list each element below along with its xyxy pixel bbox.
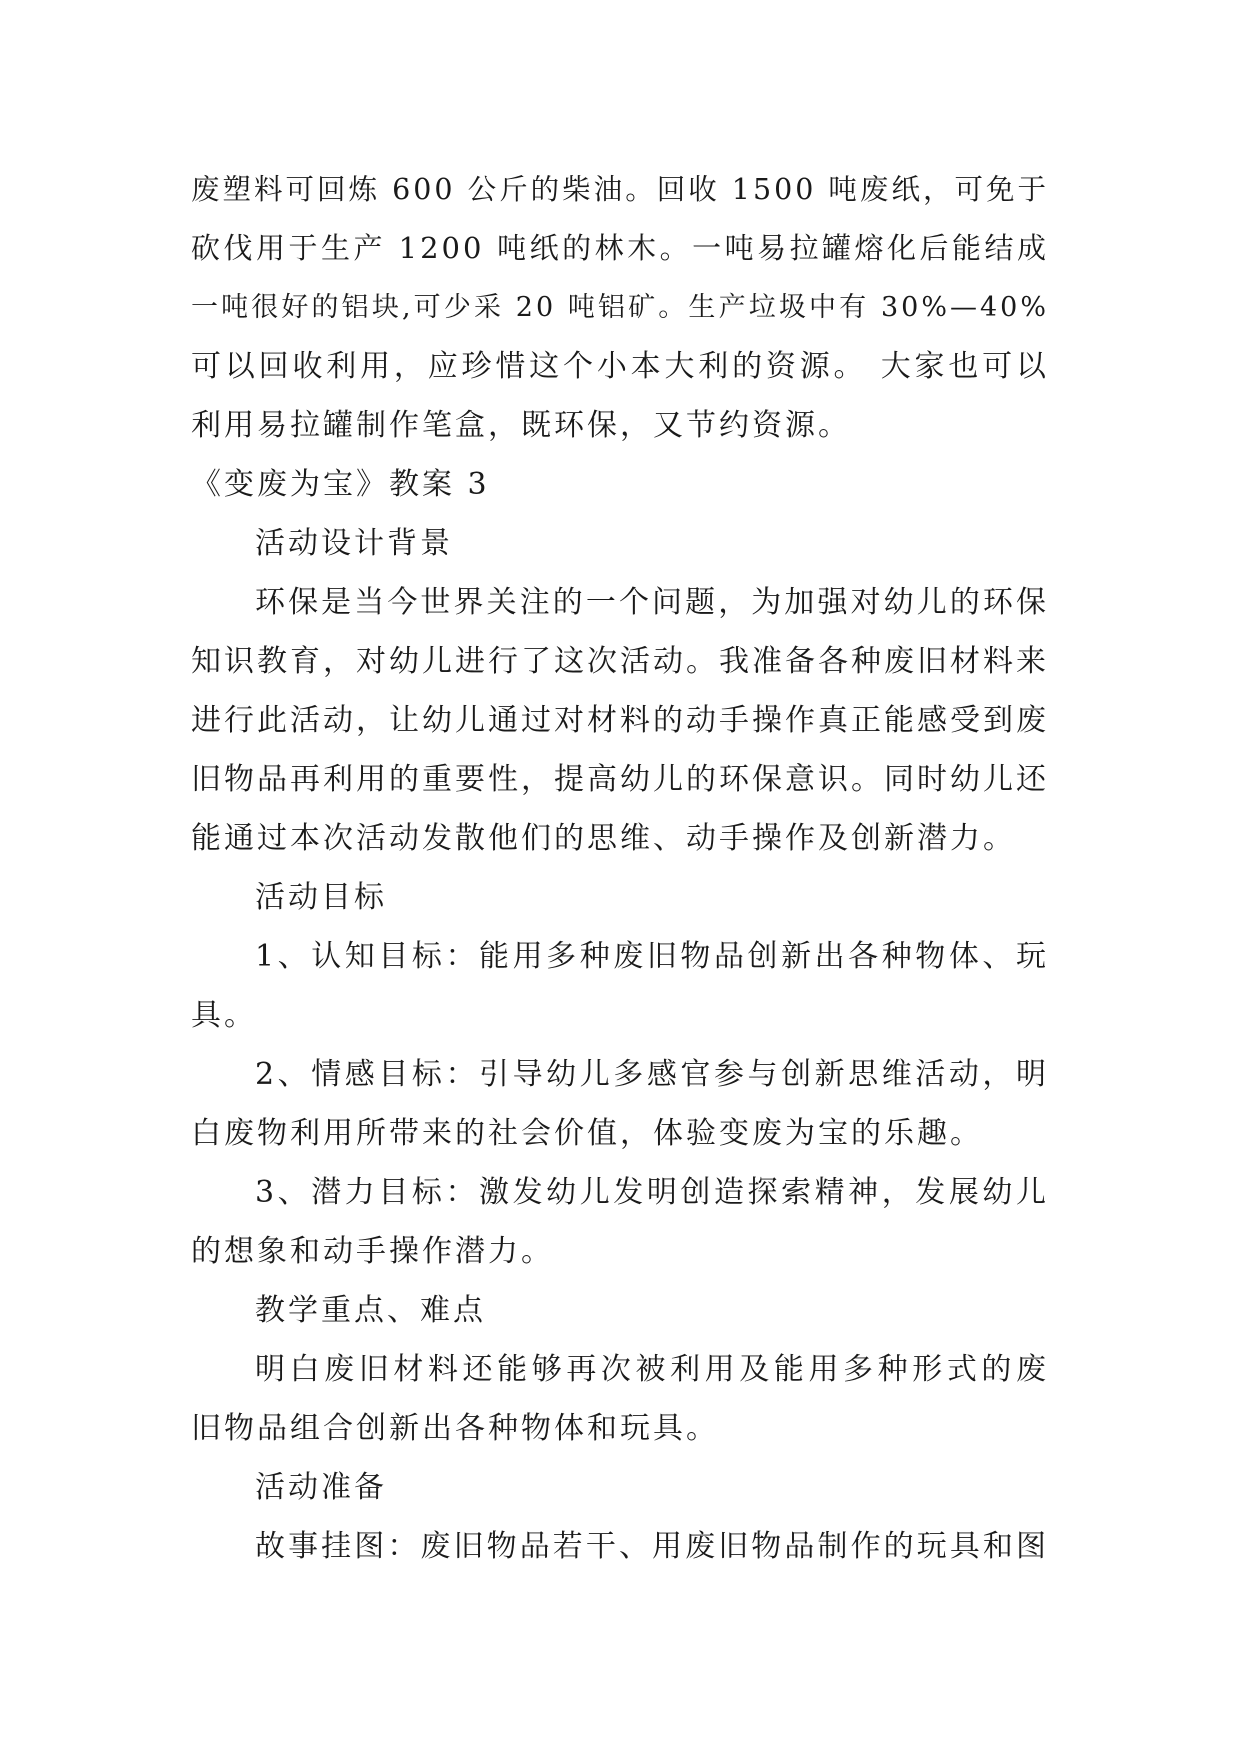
section-heading: 活动准备 [255,1470,387,1505]
text-line: 知识教育，对幼儿进行了这次活动。我准备各种废旧材料来 [191,644,1049,679]
text-line: 环保是当今世界关注的一个问题，为加强对幼儿的环保 [255,585,1049,620]
section-heading: 活动目标 [255,880,387,915]
text-line: 1、认知目标：能用多种废旧物品创新出各种物体、玩 [255,939,1049,974]
text-line: 明白废旧材料还能够再次被利用及能用多种形式的废 [255,1352,1049,1387]
text-line: 能通过本次活动发散他们的思维、动手操作及创新潜力。 [191,821,1016,856]
text-line: 具。 [191,998,257,1033]
text-line: 白废物利用所带来的社会价值，体验变废为宝的乐趣。 [191,1116,983,1151]
section-heading: 活动设计背景 [255,526,453,561]
section-title: 《变废为宝》教案 3 [191,467,490,502]
text-line: 一吨很好的铝块,可少采 20 吨铝矿。生产垃圾中有 30%—40% [191,292,1049,323]
text-line: 利用易拉罐制作笔盒，既环保，又节约资源。 [191,408,851,443]
text-line: 2、情感目标：引导幼儿多感官参与创新思维活动，明 [255,1057,1049,1092]
section-heading: 教学重点、难点 [255,1293,486,1328]
text-line: 进行此活动，让幼儿通过对材料的动手操作真正能感受到废 [191,703,1049,738]
document-body [191,160,1049,1576]
text-line: 的想象和动手操作潜力。 [191,1234,554,1269]
text-line: 故事挂图：废旧物品若干、用废旧物品制作的玩具和图 [255,1529,1049,1564]
text-line: 可以回收利用，应珍惜这个小本大利的资源。 大家也可以 [191,349,1049,384]
text-line: 旧物品组合创新出各种物体和玩具。 [191,1411,719,1446]
text-line: 砍伐用于生产 1200 吨纸的林木。一吨易拉罐熔化后能结成 [191,231,1049,265]
text-line: 3、潜力目标：激发幼儿发明创造探索精神，发展幼儿 [255,1175,1049,1210]
text-line: 废塑料可回炼 600 公斤的柴油。回收 1500 吨废纸，可免于 [191,173,1049,206]
text-line: 旧物品再利用的重要性，提高幼儿的环保意识。同时幼儿还 [191,762,1049,797]
